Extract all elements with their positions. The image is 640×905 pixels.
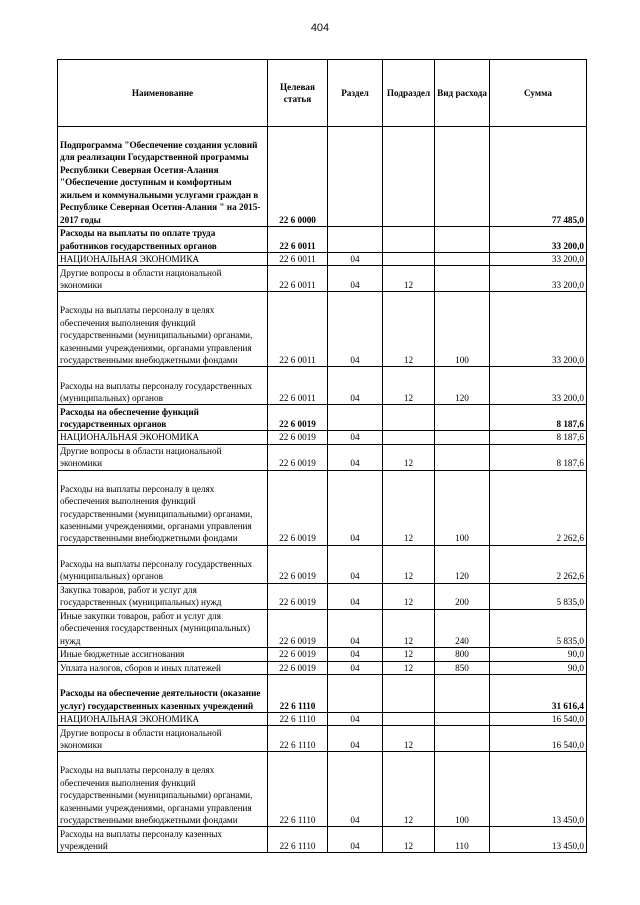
cell-code: 22 6 0019 — [268, 609, 328, 647]
cell-sum: 33 200,0 — [490, 367, 587, 405]
cell-sum: 31 616,4 — [490, 674, 587, 712]
cell-type: 200 — [435, 583, 490, 609]
cell-section — [328, 227, 383, 253]
cell-name: Расходы на выплаты персоналу в целях обеспечения выполнения функций государственными (муниципальными) органами, казенными учреждениями, органами управления государственными внебюджетными фондами — [58, 292, 268, 367]
cell-name: Расходы на выплаты персоналу в целях обеспечения выполнения функций государственными (муниципальными) органами, казенными учреждениями, органами управления государственными внебюджетными фондами — [58, 752, 268, 827]
cell-subsection: 12 — [383, 661, 435, 674]
cell-section: 04 — [328, 470, 383, 545]
cell-sum: 2 262,6 — [490, 545, 587, 583]
table-row — [58, 266, 587, 292]
cell-name: Иные закупки товаров, работ и услуг для обеспечения государственных (муниципальных) нужд — [58, 609, 268, 647]
cell-section: 04 — [328, 609, 383, 647]
header-type: Вид расхода — [435, 60, 490, 127]
cell-code: 22 6 1110 — [268, 726, 328, 752]
cell-section: 04 — [328, 583, 383, 609]
cell-code: 22 6 0019 — [268, 405, 328, 431]
cell-code: 22 6 1110 — [268, 827, 328, 853]
cell-section: 04 — [328, 444, 383, 470]
cell-subsection: 12 — [383, 648, 435, 661]
budget-table — [57, 59, 587, 853]
cell-sum: 8 187,6 — [490, 405, 587, 431]
cell-subsection: 12 — [383, 367, 435, 405]
cell-subsection: 12 — [383, 444, 435, 470]
cell-type: 240 — [435, 609, 490, 647]
table-row — [58, 609, 587, 647]
table-row — [58, 470, 587, 545]
cell-sum: 8 187,6 — [490, 431, 587, 444]
cell-subsection: 12 — [383, 609, 435, 647]
header-name: Наименование — [58, 60, 268, 127]
cell-type: 100 — [435, 470, 490, 545]
header-code: Целевая статья — [268, 60, 328, 127]
cell-sum: 33 200,0 — [490, 266, 587, 292]
cell-sum: 8 187,6 — [490, 444, 587, 470]
cell-name: Уплата налогов, сборов и иных платежей — [58, 661, 268, 674]
cell-code: 22 6 0019 — [268, 583, 328, 609]
cell-type: 100 — [435, 752, 490, 827]
cell-sum: 5 835,0 — [490, 609, 587, 647]
cell-type — [435, 726, 490, 752]
cell-name: Другие вопросы в области национальной экономики — [58, 726, 268, 752]
cell-name: Закупка товаров, работ и услуг для государственных (муниципальных) нужд — [58, 583, 268, 609]
cell-subsection — [383, 405, 435, 431]
table-row — [58, 367, 587, 405]
cell-name: Расходы на выплаты персоналу государственных (муниципальных) органов — [58, 367, 268, 405]
header-subsection: Подраздел — [383, 60, 435, 127]
page-number: 404 — [310, 22, 330, 34]
cell-type — [435, 253, 490, 266]
cell-subsection: 12 — [383, 827, 435, 853]
cell-section: 04 — [328, 253, 383, 266]
table-row — [58, 583, 587, 609]
cell-subsection: 12 — [383, 583, 435, 609]
cell-type — [435, 674, 490, 712]
cell-type — [435, 266, 490, 292]
cell-name: Расходы на выплаты персоналу государственных (муниципальных) органов — [58, 545, 268, 583]
cell-name: Другие вопросы в области национальной экономики — [58, 444, 268, 470]
cell-sum: 16 540,0 — [490, 712, 587, 725]
table-row — [58, 444, 587, 470]
cell-section: 04 — [328, 712, 383, 725]
cell-code: 22 6 0019 — [268, 470, 328, 545]
cell-section: 04 — [328, 431, 383, 444]
cell-sum: 13 450,0 — [490, 752, 587, 827]
cell-subsection — [383, 674, 435, 712]
cell-type: 100 — [435, 292, 490, 367]
cell-section: 04 — [328, 367, 383, 405]
table-row — [58, 253, 587, 266]
cell-section: 04 — [328, 726, 383, 752]
cell-name: НАЦИОНАЛЬНАЯ ЭКОНОМИКА — [58, 431, 268, 444]
cell-code: 22 6 0011 — [268, 253, 328, 266]
header-section: Раздел — [328, 60, 383, 127]
cell-name: Расходы на выплаты по оплате труда работников государственных органов — [58, 227, 268, 253]
table-header-row — [58, 60, 587, 127]
cell-subsection: 12 — [383, 266, 435, 292]
cell-sum: 5 835,0 — [490, 583, 587, 609]
cell-type: 850 — [435, 661, 490, 674]
cell-code: 22 6 0011 — [268, 266, 328, 292]
cell-name: Подпрограмма "Обеспечение создания условий для реализации Государственной программы Республики Северная Осетия-Алания "Обеспечение доступным и комфортным жильем и коммунальными услугами граждан в Республике Северная Осетия-Алания " на 2015-2017 годы — [58, 127, 268, 227]
cell-sum: 33 200,0 — [490, 253, 587, 266]
cell-section — [328, 405, 383, 431]
cell-code: 22 6 0019 — [268, 661, 328, 674]
cell-section: 04 — [328, 266, 383, 292]
cell-code: 22 6 0019 — [268, 545, 328, 583]
cell-section: 04 — [328, 827, 383, 853]
cell-type: 800 — [435, 648, 490, 661]
cell-subsection — [383, 431, 435, 444]
cell-type — [435, 227, 490, 253]
cell-section: 04 — [328, 545, 383, 583]
cell-code: 22 6 0011 — [268, 227, 328, 253]
cell-subsection: 12 — [383, 292, 435, 367]
cell-name: Расходы на выплаты персоналу казенных учреждений — [58, 827, 268, 853]
cell-section: 04 — [328, 292, 383, 367]
cell-section — [328, 127, 383, 227]
cell-name: НАЦИОНАЛЬНАЯ ЭКОНОМИКА — [58, 253, 268, 266]
cell-code: 22 6 1110 — [268, 712, 328, 725]
table-body — [58, 127, 587, 853]
cell-code: 22 6 0011 — [268, 292, 328, 367]
cell-section: 04 — [328, 661, 383, 674]
cell-type — [435, 712, 490, 725]
cell-code: 22 6 0000 — [268, 127, 328, 227]
table-row — [58, 712, 587, 725]
cell-sum: 77 485,0 — [490, 127, 587, 227]
cell-name: Расходы на обеспечение деятельности (оказание услуг) государственных казенных учреждений — [58, 674, 268, 712]
cell-code: 22 6 0019 — [268, 431, 328, 444]
table-row — [58, 227, 587, 253]
table-row — [58, 661, 587, 674]
table-row — [58, 545, 587, 583]
cell-section — [328, 674, 383, 712]
table-row — [58, 431, 587, 444]
header-sum: Сумма — [490, 60, 587, 127]
cell-code: 22 6 0019 — [268, 648, 328, 661]
cell-subsection — [383, 227, 435, 253]
table-row — [58, 726, 587, 752]
cell-subsection — [383, 712, 435, 725]
table-row — [58, 674, 587, 712]
cell-sum: 33 200,0 — [490, 292, 587, 367]
table-row — [58, 127, 587, 227]
cell-type: 110 — [435, 827, 490, 853]
cell-type: 120 — [435, 367, 490, 405]
cell-name: Иные бюджетные ассигнования — [58, 648, 268, 661]
table-row — [58, 752, 587, 827]
cell-subsection — [383, 253, 435, 266]
cell-code: 22 6 1110 — [268, 674, 328, 712]
cell-name: Другие вопросы в области национальной экономики — [58, 266, 268, 292]
cell-code: 22 6 0011 — [268, 367, 328, 405]
cell-code: 22 6 1110 — [268, 752, 328, 827]
cell-name: НАЦИОНАЛЬНАЯ ЭКОНОМИКА — [58, 712, 268, 725]
cell-sum: 2 262,6 — [490, 470, 587, 545]
cell-sum: 13 450,0 — [490, 827, 587, 853]
table-row — [58, 405, 587, 431]
cell-sum: 90,0 — [490, 648, 587, 661]
cell-type: 120 — [435, 545, 490, 583]
cell-name: Расходы на выплаты персоналу в целях обеспечения выполнения функций государственными (муниципальными) органами, казенными учреждениями, органами управления государственными внебюджетными фондами — [58, 470, 268, 545]
cell-subsection: 12 — [383, 752, 435, 827]
table-row — [58, 648, 587, 661]
cell-sum: 33 200,0 — [490, 227, 587, 253]
cell-type — [435, 127, 490, 227]
cell-subsection — [383, 127, 435, 227]
table-row — [58, 292, 587, 367]
cell-sum: 16 540,0 — [490, 726, 587, 752]
cell-subsection: 12 — [383, 726, 435, 752]
cell-sum: 90,0 — [490, 661, 587, 674]
cell-code: 22 6 0019 — [268, 444, 328, 470]
cell-name: Расходы на обеспечение функций государственных органов — [58, 405, 268, 431]
cell-type — [435, 405, 490, 431]
cell-type — [435, 431, 490, 444]
cell-section: 04 — [328, 648, 383, 661]
cell-type — [435, 444, 490, 470]
cell-subsection: 12 — [383, 545, 435, 583]
cell-subsection: 12 — [383, 470, 435, 545]
cell-section: 04 — [328, 752, 383, 827]
table-row — [58, 827, 587, 853]
